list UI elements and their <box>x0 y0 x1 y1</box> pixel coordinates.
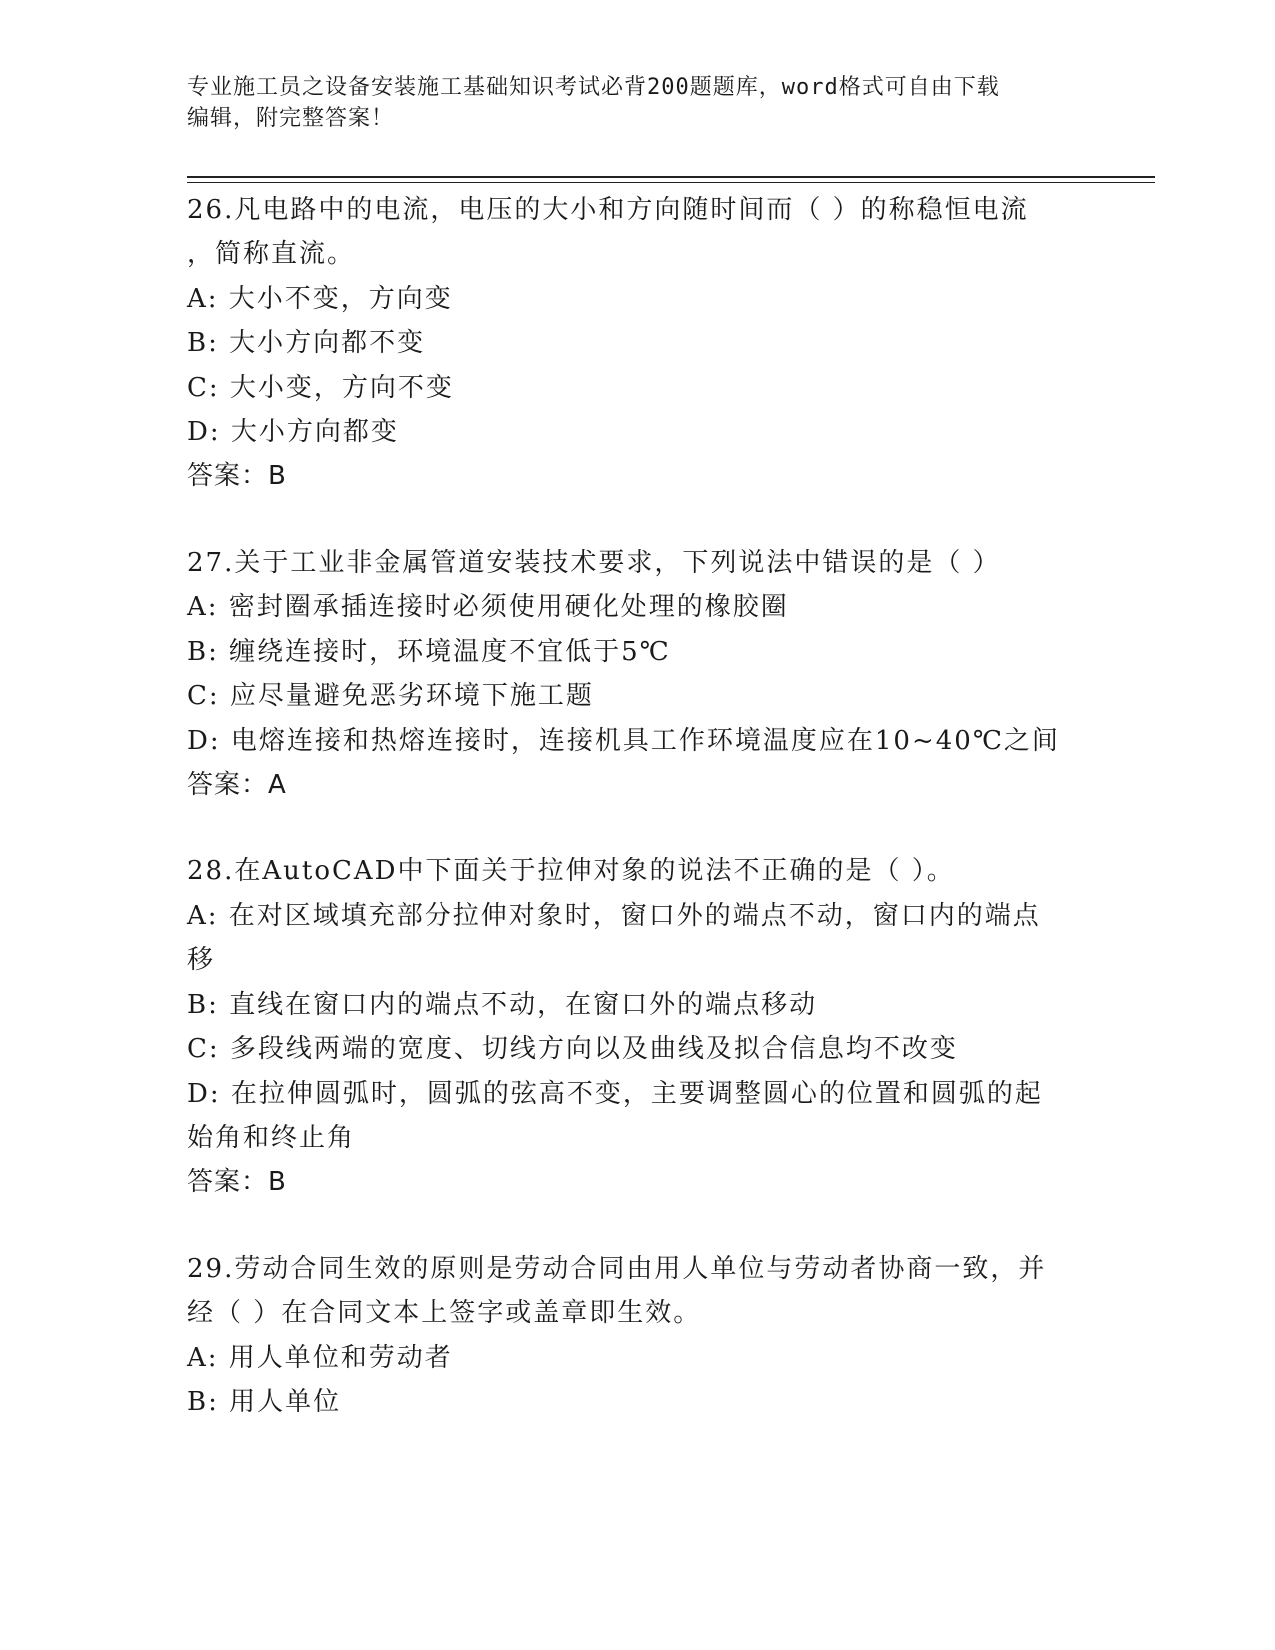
question-26-option-a: A: 大小不变，方向变 <box>187 284 453 314</box>
question-26-option-d: D: 大小方向都变 <box>187 417 399 447</box>
question-26-stem: 26.凡电路中的电流，电压的大小和方向随时间而（ ）的称稳恒电流 <box>187 195 1029 225</box>
question-28-option-d: D: 在拉伸圆弧时，圆弧的弦高不变，主要调整圆心的位置和圆弧的起 <box>187 1079 1043 1109</box>
question-27-answer: 答案：A <box>187 770 287 800</box>
question-29-option-a: A: 用人单位和劳动者 <box>187 1343 453 1373</box>
question-28-option-c: C: 多段线两端的宽度、切线方向以及曲线及拟合信息均不改变 <box>187 1034 958 1064</box>
header-divider-thick <box>187 176 1155 178</box>
question-27-option-a: A: 密封圈承插连接时必须使用硬化处理的橡胶圈 <box>187 592 789 622</box>
question-27-stem: 27.关于工业非金属管道安装技术要求，下列说法中错误的是（ ） <box>187 548 1001 578</box>
document-header <box>187 72 1087 134</box>
question-27-option-d: D: 电熔连接和热熔连接时，连接机具工作环境温度应在10~40℃之间 <box>187 726 1060 756</box>
question-29-stem: 29.劳动合同生效的原则是劳动合同由用人单位与劳动者协商一致，并 <box>187 1254 1047 1284</box>
question-26-option-b: B: 大小方向都不变 <box>187 328 426 358</box>
question-28-option-a: A: 在对区域填充部分拉伸对象时，窗口外的端点不动，窗口内的端点 <box>187 901 1041 931</box>
question-26-option-c: C: 大小变，方向不变 <box>187 373 454 403</box>
question-27-option-c: C: 应尽量避免恶劣环境下施工题 <box>187 681 594 711</box>
question-28-option-a-continued: 移 <box>187 945 216 975</box>
question-26-answer: 答案：B <box>187 461 287 491</box>
header-divider-thin <box>187 182 1155 183</box>
header-title-line-1: 专业施工员之设备安装施工基础知识考试必背200题题库，word格式可自由下载 <box>187 75 1000 100</box>
question-28-stem: 28.在AutoCAD中下面关于拉伸对象的说法不正确的是（ ）。 <box>187 856 955 886</box>
question-29-stem-continued: 经（ ）在合同文本上签字或盖章即生效。 <box>187 1298 702 1328</box>
header-title-line-2: 编辑，附完整答案！ <box>187 106 395 131</box>
question-27-option-b: B: 缠绕连接时，环境温度不宜低于5℃ <box>187 637 671 667</box>
question-29-option-b: B: 用人单位 <box>187 1387 342 1417</box>
question-28-option-d-continued: 始角和终止角 <box>187 1123 356 1153</box>
question-28-answer: 答案：B <box>187 1167 287 1197</box>
question-28-option-b: B: 直线在窗口内的端点不动，在窗口外的端点移动 <box>187 990 818 1020</box>
question-26-stem-continued: ，简称直流。 <box>187 239 356 269</box>
